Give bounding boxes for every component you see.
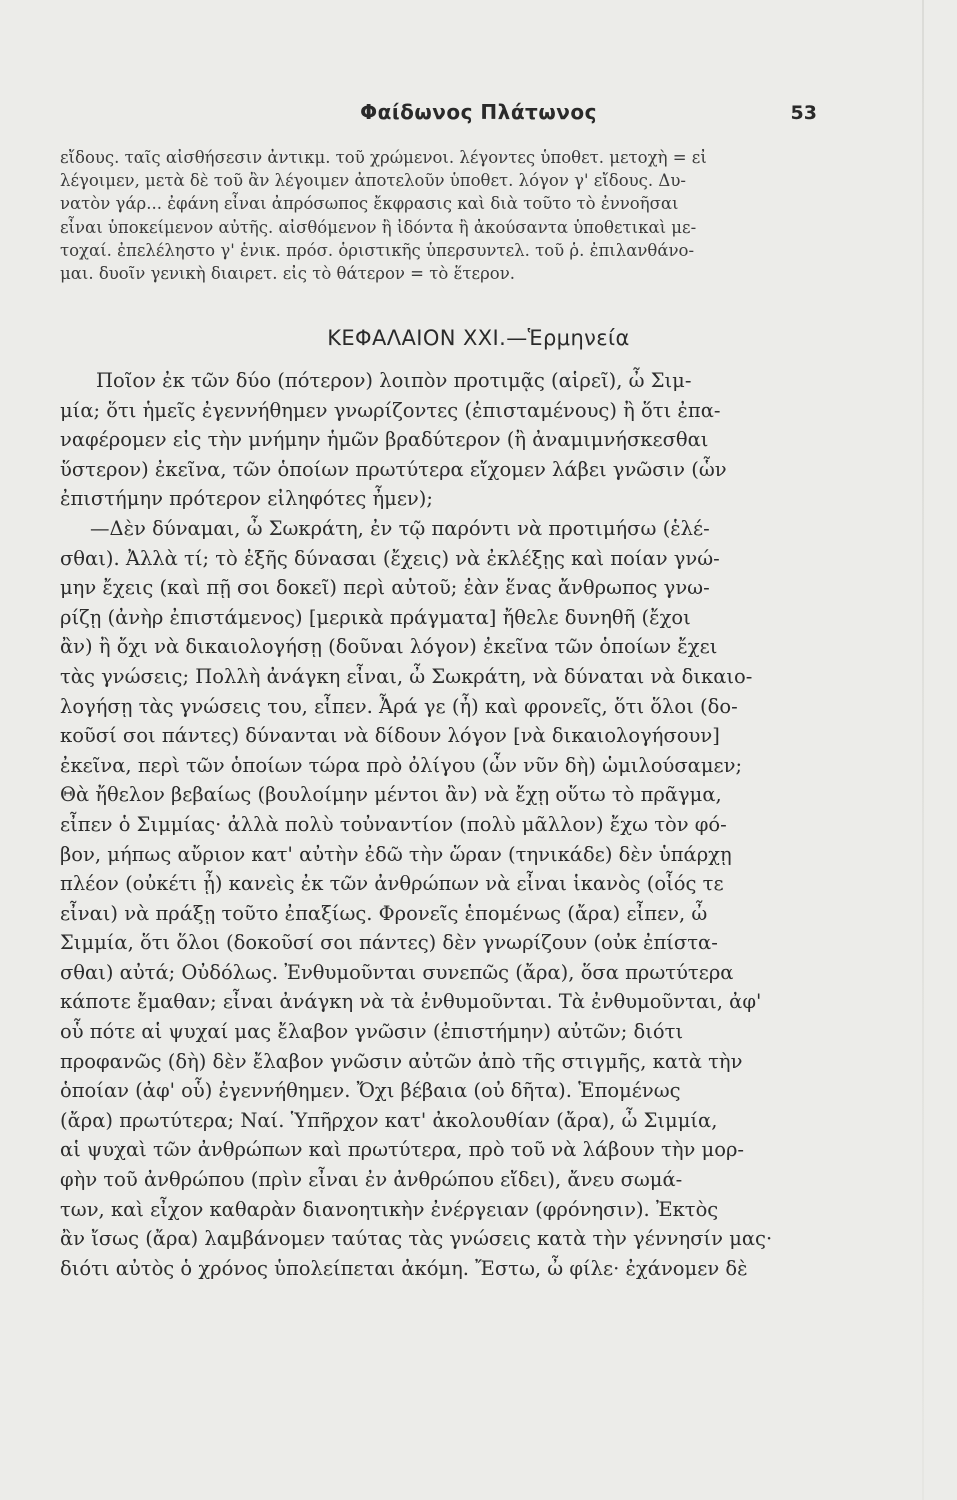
page-number: 53 — [790, 102, 817, 124]
commentary-notes — [60, 146, 820, 285]
text-line: προφανῶς (δὴ) δὲν ἔλαβον γνῶσιν αὐτῶν ἀπὸ τῆς στιγμῆς, κατὰ τὴν — [60, 1049, 743, 1073]
note-line: εἴδους. ταῖς αἰσθήσεσιν ἀντικμ. τοῦ χρώμενοι. λέγοντες ὑποθετ. μετοχὴ = εἰ — [60, 148, 707, 167]
page-edge-shadow — [922, 0, 924, 1500]
text-line: εἶναι) νὰ πράξῃ τοῦτο ἐπαξίως. Φρονεῖς ἑπομένως (ἄρα) εἶπεν, ὦ — [60, 901, 708, 925]
text-line: ναφέρομεν εἰς τὴν μνήμην ἡμῶν βραδύτερον (ἢ ἀναμιμνήσκεσθαι — [60, 428, 709, 452]
text-line: ὕστερον) ἐκεῖνα, τῶν ὁποίων πρωτύτερα εἴχομεν λάβει γνῶσιν (ὧν — [60, 457, 727, 481]
text-line: φὴν τοῦ ἀνθρώπου (πρὶν εἶναι ἐν ἀνθρώπου εἴδει), ἄνευ σωμά- — [60, 1168, 683, 1192]
text-line: πλέον (οὐκέτι ᾖ) κανεὶς ἐκ τῶν ἀνθρώπων νὰ εἶναι ἱκανὸς (οἷός τε — [60, 872, 724, 896]
note-line: λέγοιμεν, μετὰ δὲ τοῦ ἂν λέγοιμεν ἀποτελοῦν ὑποθετ. λόγον γ' εἴδους. Δυ- — [60, 171, 686, 191]
running-header — [0, 96, 957, 130]
text-line: —Δὲν δύναμαι, ὦ Σωκράτη, ἐν τῷ παρόντι νὰ προτιμήσω (ἑλέ- — [90, 516, 710, 540]
text-line: Θὰ ἤθελον βεβαίως (βουλοίμην μέντοι ἂν) νὰ ἔχῃ οὕτω τὸ πρᾶγμα, — [60, 783, 722, 807]
text-line: (ἄρα) πρωτύτερα; Ναί. Ὑπῆρχον κατ' ἀκολουθίαν (ἄρα), ὦ Σιμμία, — [60, 1108, 718, 1132]
text-line: λογήσῃ τὰς γνώσεις του, εἶπεν. Ἆρά γε (ἦ) καὶ φρονεῖς, ὅτι ὅλοι (δο- — [60, 694, 738, 718]
note-line: νατὸν γάρ... ἐφάνη εἶναι ἀπρόσωπος ἔκφρασις καὶ διὰ τοῦτο τὸ ἐννοῆσαι — [60, 194, 679, 214]
text-line: των, καὶ εἶχον καθαρὰν διανοητικὴν ἐνέργειαν (φρόνησιν). Ἐκτὸς — [60, 1197, 719, 1221]
text-line: ἐπιστήμην πρότερον εἰληφότες ἦμεν); — [60, 487, 433, 511]
text-line: κάποτε ἔμαθαν; εἶναι ἀνάγκη νὰ τὰ ἐνθυμοῦνται. Τὰ ἐνθυμοῦνται, ἀφ' — [60, 990, 762, 1014]
text-line: ἐκεῖνα, περὶ τῶν ὁποίων τώρα πρὸ ὀλίγου (ὧν νῦν δὴ) ὡμιλούσαμεν; — [60, 753, 743, 777]
text-line: ἂν ἴσως (ἄρα) λαμβάνομεν ταύτας τὰς γνώσεις κατὰ τὴν γέννησίν μας· — [60, 1227, 773, 1251]
note-line: μαι. δυοῖν γενικὴ διαιρετ. εἰς τὸ θάτερον = τὸ ἕτερον. — [60, 263, 515, 283]
text-line: Σιμμία, ὅτι ὅλοι (δοκοῦσί σοι πάντες) δὲν γνωρίζουν (οὐκ ἐπίστα- — [60, 931, 718, 955]
chapter-heading: ΚΕΦΑΛΑΙΟΝ XXI.—Ἑρμηνεία — [327, 326, 630, 350]
text-line: μία; ὅτι ἡμεῖς ἐγεννήθημεν γνωρίζοντες (ἐπισταμένους) ἢ ὅτι ἐπα- — [60, 398, 721, 422]
text-line: εἶπεν ὁ Σιμμίας· ἀλλὰ πολὺ τοὐναντίον (πολὺ μᾶλλον) ἔχω τὸν φό- — [60, 812, 727, 836]
text-line: βον, μήπως αὔριον κατ' αὐτὴν ἐδῶ τὴν ὥραν (τηνικάδε) δὲν ὑπάρχῃ — [60, 842, 732, 866]
text-line: σθαι). Ἀλλὰ τί; τὸ ἑξῆς δύνασαι (ἔχεις) νὰ ἐκλέξῃς καὶ ποίαν γνώ- — [60, 546, 720, 570]
text-line: σθαι) αὐτά; Οὐδόλως. Ἐνθυμοῦνται συνεπῶς (ἄρα), ὅσα πρωτύτερα — [60, 960, 734, 984]
main-text — [60, 366, 812, 1283]
text-line: ὁποίαν (ἀφ' οὗ) ἐγεννήθημεν. Ὄχι βέβαια (οὐ δῆτα). Ἑπομένως — [60, 1079, 681, 1103]
text-line: ρίζῃ (ἀνὴρ ἐπιστάμενος) [μερικὰ πράγματα] ἤθελε δυνηθῆ (ἔχοι — [60, 605, 691, 629]
text-line: οὗ πότε αἱ ψυχαί μας ἔλαβον γνῶσιν (ἐπιστήμην) αὐτῶν; διότι — [60, 1020, 684, 1044]
text-line: κοῦσί σοι πάντες) δύνανται νὰ δίδουν λόγον [νὰ δικαιολογήσουν] — [60, 724, 720, 748]
text-line: τὰς γνώσεις; Πολλὴ ἀνάγκη εἶναι, ὦ Σωκράτη, νὰ δύναται νὰ δικαιο- — [60, 664, 753, 688]
text-line: διότι αὐτὸς ὁ χρόνος ὑπολείπεται ἀκόμη. Ἔστω, ὦ φίλε· ἐχάνομεν δὲ — [60, 1256, 748, 1280]
text-line: ἂν) ἢ ὄχι νὰ δικαιολογήσῃ (δοῦναι λόγον) ἐκεῖνα τῶν ὁποίων ἔχει — [60, 635, 718, 659]
note-line: εἶναι ὑποκείμενον αὐτῆς. αἰσθόμενον ἢ ἰδόντα ἢ ἀκούσαντα ὑποθετικαὶ με- — [60, 217, 697, 237]
text-line: αἱ ψυχαὶ τῶν ἀνθρώπων καὶ πρωτύτερα, πρὸ τοῦ νὰ λάβουν τὴν μορ- — [60, 1138, 745, 1162]
text-line: μην ἔχεις (καὶ πῇ σοι δοκεῖ) περὶ αὐτοῦ; ἐὰν ἕνας ἄνθρωπος γνω- — [60, 576, 710, 600]
running-title: Φαίδωνος Πλάτωνος — [360, 100, 597, 124]
note-line: τοχαί. ἐπελέληστο γ' ἑνικ. πρόσ. ὁριστικῆς ὑπερσυντελ. τοῦ ῥ. ἐπιλανθάνο- — [60, 240, 695, 260]
text-line: Ποῖον ἐκ τῶν δύο (πότερον) λοιπὸν προτιμᾷς (αἱρεῖ), ὦ Σιμ- — [96, 369, 692, 392]
